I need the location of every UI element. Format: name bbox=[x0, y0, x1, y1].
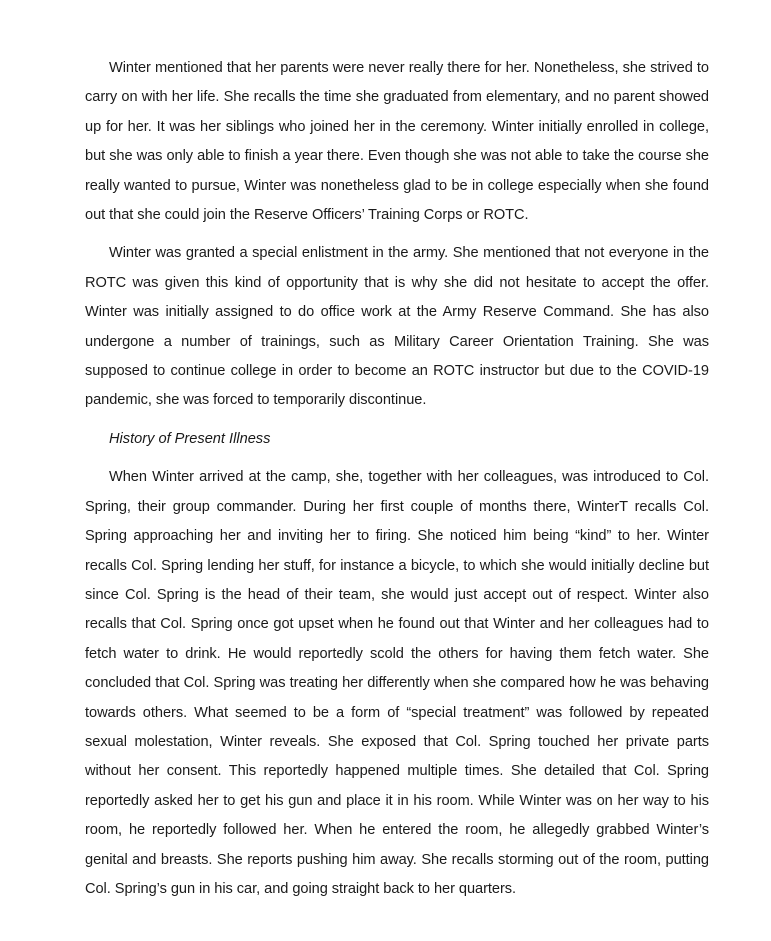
document-page bbox=[85, 54, 709, 913]
section-heading-history-of-present-illness: History of Present Illness bbox=[109, 430, 271, 447]
paragraph-family-background: Winter mentioned that her parents were never really there for her. Nonetheless, she strived to carry on with her life. She recalls the time she graduated from elementary, and no parent showed up for her. It was her siblings who joined her in the ceremony. Winter initially enrolled in college, but she was only able to finish a year there. Even though she was not able to take the course she really wanted to pursue, Winter was nonetheless glad to be in college especially when she found out that she could join the Reserve Officers’ Training Corps or ROTC. bbox=[85, 60, 709, 224]
paragraph-army-enlistment: Winter was granted a special enlistment in the army. She mentioned that not everyone in the ROTC was given this kind of opportunity that is why she did not hesitate to accept the offer. Winter was initially assigned to do office work at the Army Reserve Command. She has also undergone a number of trainings, such as Military Career Orientation Training. She was supposed to continue college in order to become an ROTC instructor but due to the COVID-19 pandemic, she was forced to temporarily discontinue. bbox=[85, 245, 709, 409]
paragraph-present-illness: When Winter arrived at the camp, she, together with her colleagues, was introduced to Col. Spring, their group commander. During her first couple of months there, WinterT recalls Col. Spring approaching her and inviting her to firing. She noticed him being “kind” to her. Winter recalls Col. Spring lending her stuff, for instance a bicycle, to which she would initially decline but since Col. Spring is the head of their team, she would just accept out of respect. Winter also recalls that Col. Spring once got upset when he found out that Winter and her colleagues had to fetch water to drink. He would reportedly scold the others for having them fetch water. She concluded that Col. Spring was treating her differently when she compared how he was behaving towards others. What seemed to be a form of “special treatment” was followed by repeated sexual molestation, Winter reveals. She exposed that Col. Spring touched her private parts without her consent. This reportedly happened multiple times. She detailed that Col. Spring reportedly asked her to get his gun and place it in his room. While Winter was on her way to his room, he reportedly followed her. When he entered the room, he allegedly grabbed Winter’s genital and breasts. She reports pushing him away. She recalls storming out of the room, putting Col. Spring’s gun in his car, and going straight back to her quarters. bbox=[85, 469, 709, 897]
